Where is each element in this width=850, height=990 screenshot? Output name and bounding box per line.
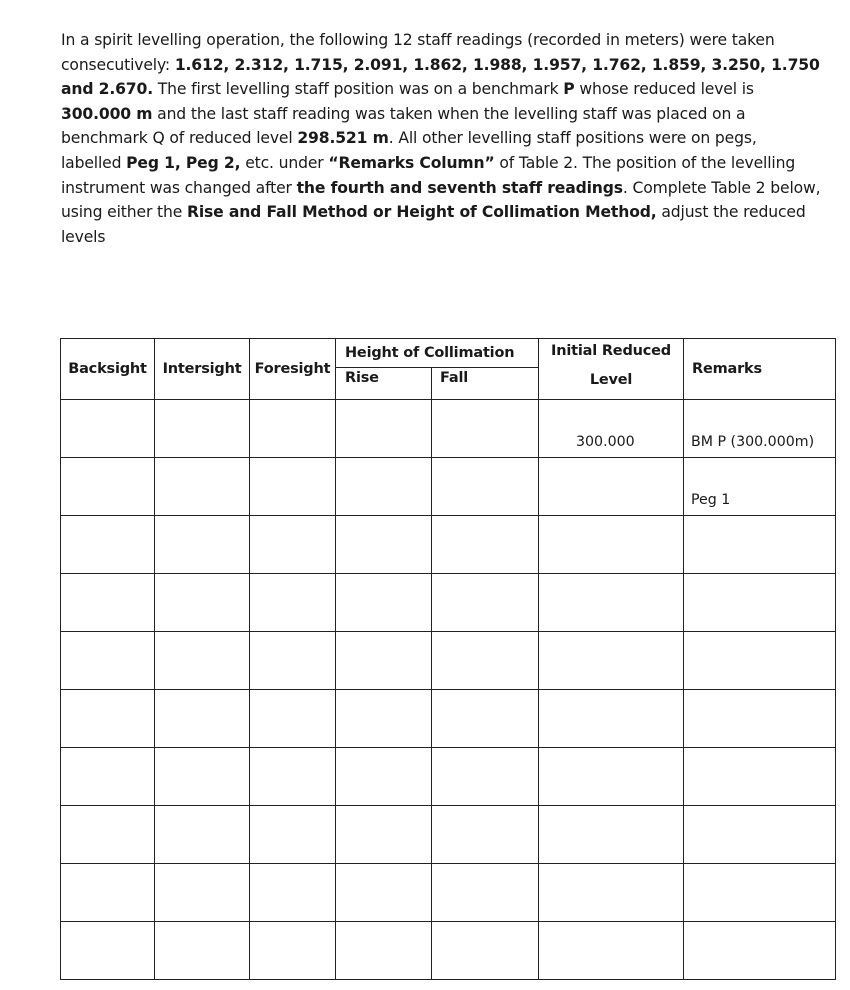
rise-cell[interactable]: [336, 690, 432, 748]
header-backsight: Backsight: [61, 339, 155, 400]
remarks-cell[interactable]: [684, 632, 836, 690]
reduced-level-cell[interactable]: [539, 690, 684, 748]
methods: Rise and Fall Method or Height of Collimation Method,: [186, 203, 657, 222]
fall-cell[interactable]: [432, 516, 539, 574]
table-row: [61, 458, 836, 516]
table-row: [61, 516, 836, 574]
reduced-level-cell[interactable]: [539, 516, 684, 574]
remarks-cell-value: [684, 632, 835, 666]
header-height-of-collimation: Height of Collimation: [336, 339, 539, 368]
remarks-cell[interactable]: [684, 806, 836, 864]
staff-readings: 1.612, 2.312, 1.715, 2.091, 1.862, 1.988, 1.957, 1.762, 1.859, 3.250, 1.750 and 2.670.: [61, 55, 820, 99]
foresight-cell[interactable]: [250, 922, 336, 980]
backsight-cell[interactable]: [61, 632, 155, 690]
table-row: [61, 864, 836, 922]
intersight-cell[interactable]: [155, 400, 250, 458]
benchmark-q-level: 298.521 m: [297, 129, 389, 148]
remarks-cell-value: [684, 748, 835, 782]
reduced-level-cell[interactable]: [539, 632, 684, 690]
table-row: [61, 806, 836, 864]
remarks-cell[interactable]: [684, 516, 836, 574]
question-seg-2: The first levelling staff position was on a benchmark: [152, 80, 564, 99]
reduced-level-cell-value: [539, 748, 683, 782]
remarks-cell[interactable]: [684, 922, 836, 980]
backsight-cell[interactable]: [61, 574, 155, 632]
rise-cell[interactable]: [336, 516, 432, 574]
question-seg-5: . All other levelling staff positions were on pegs, labelled: [61, 129, 757, 172]
question-seg-9: adjust the reduced levels: [61, 203, 806, 246]
intersight-cell[interactable]: [155, 516, 250, 574]
remarks-cell-value: [684, 806, 835, 840]
intersight-cell[interactable]: [155, 748, 250, 806]
foresight-cell[interactable]: [250, 748, 336, 806]
table-body: [61, 400, 836, 980]
question-seg-3: whose reduced level is: [574, 80, 754, 99]
intersight-cell[interactable]: [155, 690, 250, 748]
intersight-cell[interactable]: [155, 864, 250, 922]
reduced-level-cell[interactable]: [539, 400, 684, 458]
benchmark-p-level: 300.000 m: [61, 104, 153, 123]
fall-cell[interactable]: [432, 632, 539, 690]
header-initial-reduced: Initial Reduced: [551, 343, 671, 359]
reduced-level-cell[interactable]: [539, 574, 684, 632]
foresight-cell[interactable]: [250, 864, 336, 922]
remarks-cell[interactable]: [684, 690, 836, 748]
reduced-level-cell-value: [539, 922, 683, 956]
header-remarks: Remarks: [684, 339, 836, 400]
backsight-cell[interactable]: [61, 864, 155, 922]
reduced-level-cell-value: [539, 632, 683, 666]
rise-cell[interactable]: [336, 458, 432, 516]
reduced-level-cell-value: [539, 516, 683, 550]
remarks-cell[interactable]: [684, 864, 836, 922]
backsight-cell[interactable]: [61, 516, 155, 574]
instrument-change-points: the fourth and seventh staff readings: [296, 178, 623, 197]
header-rise: Rise: [336, 368, 432, 400]
backsight-cell[interactable]: [61, 806, 155, 864]
table-row: [61, 922, 836, 980]
remarks-cell[interactable]: [684, 748, 836, 806]
rise-cell[interactable]: [336, 922, 432, 980]
peg-labels: Peg 1, Peg 2,: [126, 153, 241, 172]
reduced-level-cell[interactable]: [539, 748, 684, 806]
foresight-cell[interactable]: [250, 574, 336, 632]
remarks-cell-value: Peg 1: [691, 492, 731, 508]
benchmark-p-label: P: [563, 80, 575, 99]
backsight-cell[interactable]: [61, 458, 155, 516]
reduced-level-cell-value: 300.000: [576, 434, 635, 450]
remarks-cell-value: [684, 516, 835, 550]
remarks-cell-value: [684, 922, 835, 956]
rise-cell[interactable]: [336, 632, 432, 690]
intersight-cell[interactable]: [155, 574, 250, 632]
foresight-cell[interactable]: [250, 516, 336, 574]
question-seg-4: and the last staff reading was taken when the levelling staff was placed on a benchmark Q of reduced level: [61, 104, 746, 148]
reduced-level-cell[interactable]: [539, 922, 684, 980]
fall-cell[interactable]: [432, 864, 539, 922]
intersight-cell[interactable]: [155, 632, 250, 690]
header-initial-reduced-level: [539, 339, 684, 400]
question-seg-7: of Table 2. The position of the levelling instrument was changed after: [61, 153, 796, 197]
reduced-level-cell[interactable]: [539, 458, 684, 516]
intersight-cell[interactable]: [155, 458, 250, 516]
intersight-cell[interactable]: [155, 922, 250, 980]
rise-cell[interactable]: [336, 864, 432, 922]
rise-cell[interactable]: [336, 400, 432, 458]
question-seg-1: In a spirit levelling operation, the following 12 staff readings (recorded in meters) were taken consecutively:: [61, 31, 775, 74]
reduced-level-cell[interactable]: [539, 864, 684, 922]
backsight-cell[interactable]: [61, 690, 155, 748]
question-text: [61, 28, 821, 249]
intersight-cell[interactable]: [155, 806, 250, 864]
rise-cell[interactable]: [336, 748, 432, 806]
fall-cell[interactable]: [432, 922, 539, 980]
table-row: [61, 632, 836, 690]
header-foresight: Foresight: [250, 339, 336, 400]
levelling-table: [60, 338, 836, 980]
foresight-cell[interactable]: [250, 632, 336, 690]
fall-cell[interactable]: [432, 690, 539, 748]
fall-cell[interactable]: [432, 748, 539, 806]
remarks-cell-value: [684, 574, 835, 608]
table-row: [61, 748, 836, 806]
question-seg-6: etc. under: [240, 153, 329, 172]
header-fall: Fall: [432, 368, 539, 400]
remarks-cell-value: [684, 690, 835, 724]
reduced-level-cell-value: [539, 806, 683, 840]
backsight-cell[interactable]: [61, 922, 155, 980]
backsight-cell[interactable]: [61, 748, 155, 806]
foresight-cell[interactable]: [250, 458, 336, 516]
rise-cell[interactable]: [336, 806, 432, 864]
reduced-level-cell-value: [539, 574, 683, 608]
fall-cell[interactable]: [432, 458, 539, 516]
remarks-cell-value: [684, 864, 835, 898]
header-intersight: Intersight: [155, 339, 250, 400]
foresight-cell[interactable]: [250, 400, 336, 458]
foresight-cell[interactable]: [250, 806, 336, 864]
table-row: [61, 400, 836, 458]
remarks-cell[interactable]: [684, 574, 836, 632]
header-level: Level: [589, 372, 633, 388]
remarks-cell[interactable]: [684, 458, 836, 516]
fall-cell[interactable]: [432, 400, 539, 458]
remarks-cell-value: BM P (300.000m): [691, 434, 815, 450]
question-seg-8: . Complete Table 2 below, using either the: [61, 178, 821, 222]
foresight-cell[interactable]: [250, 690, 336, 748]
fall-cell[interactable]: [432, 806, 539, 864]
reduced-level-cell-value: [539, 864, 683, 898]
backsight-cell[interactable]: [61, 400, 155, 458]
table-row: [61, 690, 836, 748]
rise-cell[interactable]: [336, 574, 432, 632]
reduced-level-cell[interactable]: [539, 806, 684, 864]
table-row: [61, 574, 836, 632]
reduced-level-cell-value: [539, 690, 683, 724]
fall-cell[interactable]: [432, 574, 539, 632]
remarks-cell[interactable]: [684, 400, 836, 458]
remarks-column-ref: “Remarks Column”: [328, 153, 495, 172]
reduced-level-cell-value: [539, 458, 683, 492]
